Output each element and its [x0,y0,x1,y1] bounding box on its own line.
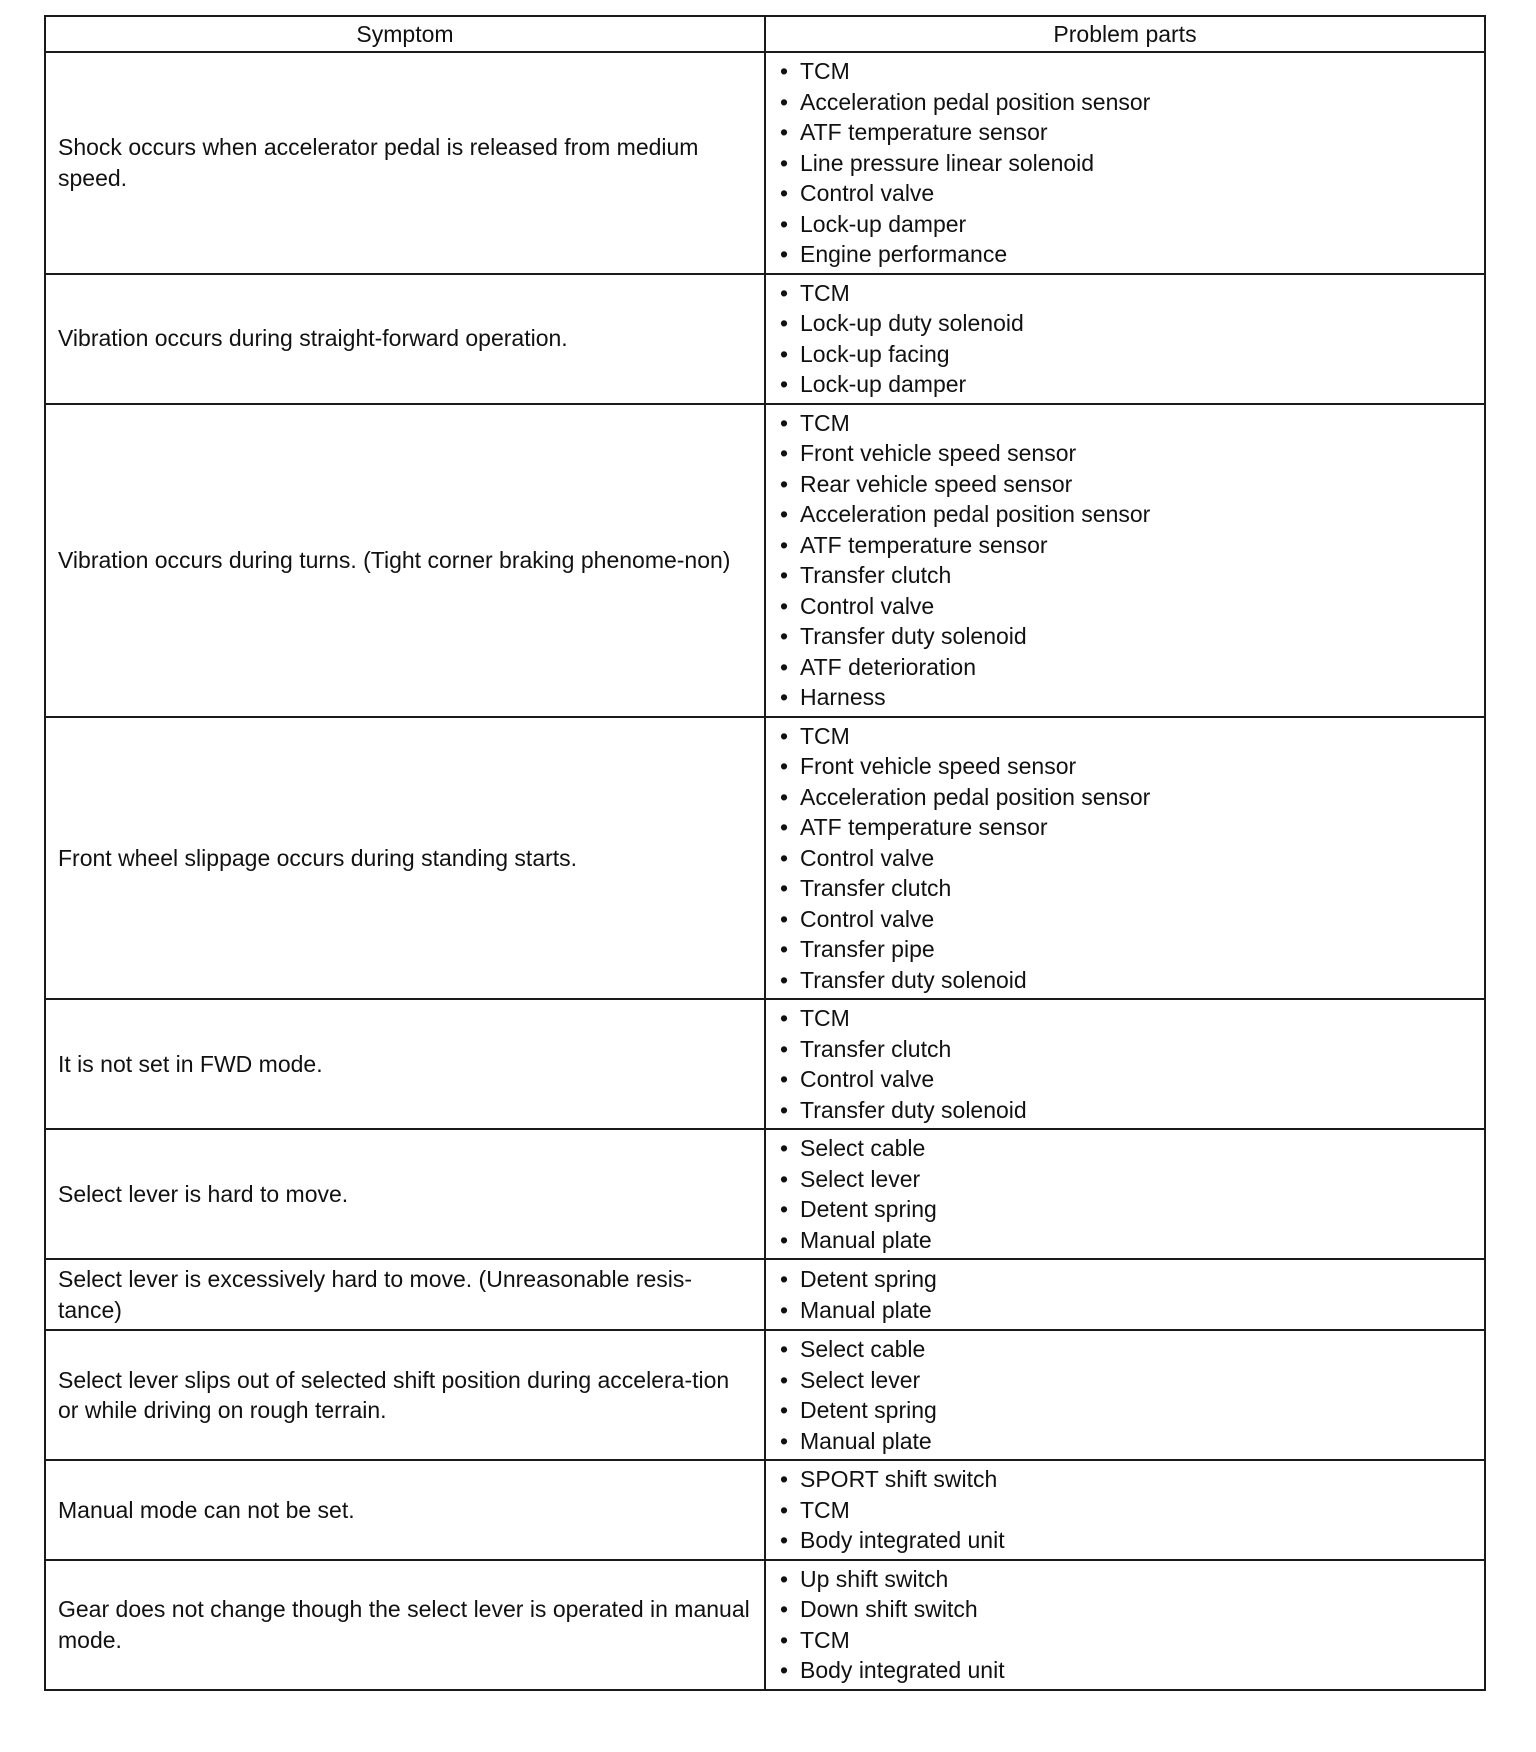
problem-part-item: • TCM [778,1625,1472,1656]
problem-parts-list [778,1003,1472,1125]
problem-part-item: • Transfer clutch [778,560,1472,591]
table-row [45,1259,1485,1330]
problem-part-item: • TCM [778,721,1472,752]
header-problem-parts: Problem parts [765,16,1485,52]
symptom-cell: Select lever is hard to move. [45,1129,765,1259]
problem-part-item: • Lock-up facing [778,339,1472,370]
table-row [45,1330,1485,1460]
problem-parts-cell [765,52,1485,274]
problem-parts-list [778,408,1472,713]
problem-part-item: • Front vehicle speed sensor [778,751,1472,782]
table-row [45,717,1485,1000]
problem-parts-list [778,1264,1472,1325]
problem-parts-list [778,278,1472,400]
problem-part-item: • Manual plate [778,1426,1472,1457]
problem-part-item: • Detent spring [778,1194,1472,1225]
problem-parts-cell [765,274,1485,404]
problem-part-item: • TCM [778,1495,1472,1526]
symptom-cell: Vibration occurs during straight-forward operation. [45,274,765,404]
problem-parts-cell [765,1460,1485,1560]
problem-part-item: • ATF temperature sensor [778,117,1472,148]
symptom-cell: Select lever is excessively hard to move. (Unreasonable resis-tance) [45,1259,765,1330]
problem-part-item: • TCM [778,278,1472,309]
problem-part-item: • Transfer clutch [778,1034,1472,1065]
header-row [45,16,1485,52]
problem-part-item: • Control valve [778,904,1472,935]
problem-part-item: • Body integrated unit [778,1655,1472,1686]
problem-part-item: • Control valve [778,843,1472,874]
symptom-cell: Select lever slips out of selected shift position during accelera-tion or while driving on rough terrain. [45,1330,765,1460]
problem-part-item: • SPORT shift switch [778,1464,1472,1495]
problem-parts-list [778,1564,1472,1686]
table-row [45,52,1485,274]
symptom-cell: Gear does not change though the select lever is operated in manual mode. [45,1560,765,1690]
problem-part-item: • Up shift switch [778,1564,1472,1595]
problem-part-item: • TCM [778,1003,1472,1034]
problem-part-item: • ATF temperature sensor [778,812,1472,843]
problem-part-item: • Select lever [778,1365,1472,1396]
problem-part-item: • Acceleration pedal position sensor [778,87,1472,118]
symptom-cell: Front wheel slippage occurs during standing starts. [45,717,765,1000]
symptom-cell: Vibration occurs during turns. (Tight corner braking phenome-non) [45,404,765,717]
problem-parts-cell [765,717,1485,1000]
problem-part-item: • Control valve [778,178,1472,209]
problem-part-item: • Rear vehicle speed sensor [778,469,1472,500]
problem-part-item: • TCM [778,56,1472,87]
problem-part-item: • Control valve [778,591,1472,622]
table-row [45,1460,1485,1560]
problem-parts-list [778,1464,1472,1556]
symptom-parts-table [44,15,1486,1691]
problem-part-item: • Select lever [778,1164,1472,1195]
table-row [45,404,1485,717]
problem-part-item: • Transfer duty solenoid [778,621,1472,652]
problem-part-item: • Engine performance [778,239,1472,270]
problem-part-item: • Down shift switch [778,1594,1472,1625]
symptom-cell: Manual mode can not be set. [45,1460,765,1560]
problem-part-item: • Transfer duty solenoid [778,1095,1472,1126]
problem-part-item: • Transfer duty solenoid [778,965,1472,996]
table-row [45,999,1485,1129]
table-row [45,1560,1485,1690]
problem-parts-cell [765,1330,1485,1460]
problem-part-item: • Transfer clutch [778,873,1472,904]
problem-part-item: • Lock-up duty solenoid [778,308,1472,339]
problem-part-item: • TCM [778,408,1472,439]
problem-part-item: • Control valve [778,1064,1472,1095]
problem-parts-list [778,1133,1472,1255]
problem-part-item: • Body integrated unit [778,1525,1472,1556]
problem-part-item: • ATF deterioration [778,652,1472,683]
table-header [45,16,1485,52]
problem-parts-list [778,721,1472,996]
problem-part-item: • Lock-up damper [778,369,1472,400]
problem-part-item: • Select cable [778,1133,1472,1164]
problem-part-item: • Manual plate [778,1225,1472,1256]
problem-part-item: • ATF temperature sensor [778,530,1472,561]
table-row [45,274,1485,404]
problem-part-item: • Harness [778,682,1472,713]
problem-part-item: • Acceleration pedal position sensor [778,782,1472,813]
problem-parts-cell [765,404,1485,717]
problem-part-item: • Acceleration pedal position sensor [778,499,1472,530]
problem-part-item: • Detent spring [778,1264,1472,1295]
problem-parts-list [778,56,1472,270]
problem-part-item: • Detent spring [778,1395,1472,1426]
header-symptom: Symptom [45,16,765,52]
problem-part-item: • Manual plate [778,1295,1472,1326]
symptom-cell: Shock occurs when accelerator pedal is released from medium speed. [45,52,765,274]
problem-parts-list [778,1334,1472,1456]
problem-parts-cell [765,999,1485,1129]
problem-part-item: • Select cable [778,1334,1472,1365]
problem-part-item: • Front vehicle speed sensor [778,438,1472,469]
problem-parts-cell [765,1259,1485,1330]
symptom-cell: It is not set in FWD mode. [45,999,765,1129]
problem-part-item: • Transfer pipe [778,934,1472,965]
table-row [45,1129,1485,1259]
problem-part-item: • Lock-up damper [778,209,1472,240]
table-body [45,52,1485,1690]
problem-parts-cell [765,1129,1485,1259]
problem-parts-cell [765,1560,1485,1690]
problem-part-item: • Line pressure linear solenoid [778,148,1472,179]
